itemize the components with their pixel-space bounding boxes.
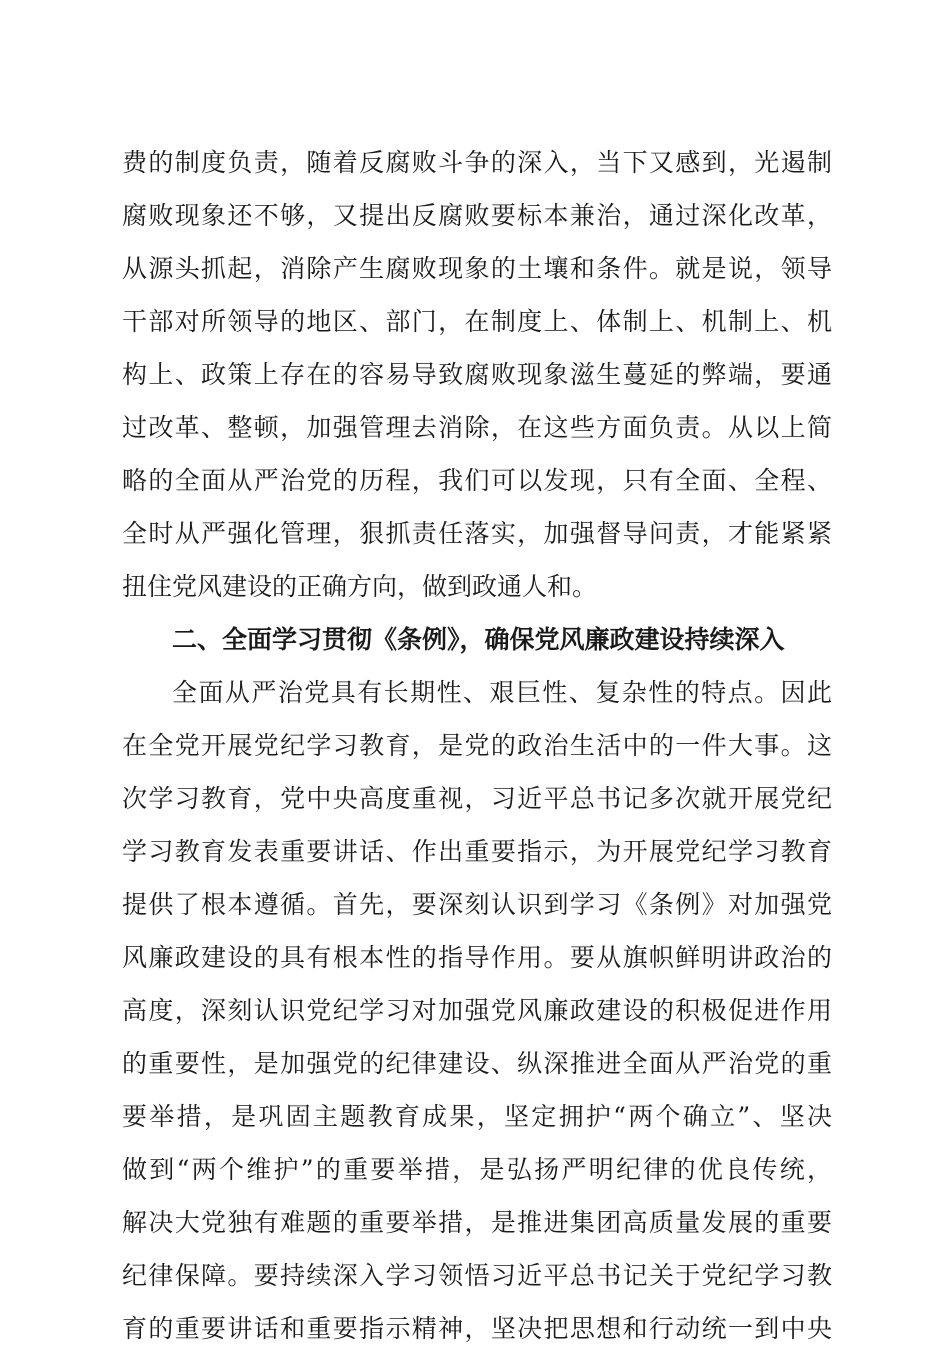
- paragraph-line: 育的重要讲话和重要指示精神，坚决把思想和行动统一到中央: [122, 1314, 832, 1343]
- paragraph-line: 从源头抓起，消除产生腐败现象的土壤和条件。就是说，领导: [122, 254, 832, 283]
- paragraph-line: 风廉政建设的具有根本性的指导作用。要从旗帜鲜明讲政治的: [122, 943, 832, 972]
- paragraph-line: 全面从严治党具有长期性、艰巨性、复杂性的特点。因此: [172, 678, 832, 707]
- paragraph-line: 纪律保障。要持续深入学习领悟习近平总书记关于党纪学习教: [122, 1261, 832, 1290]
- paragraph-line: 要举措，是巩固主题教育成果，坚定拥护“两个确立”、坚决: [122, 1102, 832, 1131]
- section-heading: 二、全面学习贯彻《条例》，确保党风廉政建设持续深入: [172, 625, 785, 654]
- paragraph-line: 高度，深刻认识党纪学习对加强党风廉政建设的积极促进作用: [122, 996, 832, 1025]
- paragraph-line: 过改革、整顿，加强管理去消除，在这些方面负责。从以上简: [122, 413, 832, 442]
- paragraph-line: 次学习教育，党中央高度重视，习近平总书记多次就开展党纪: [122, 784, 832, 813]
- paragraph-line: 扭住党风建设的正确方向，做到政通人和。: [122, 572, 598, 601]
- paragraph-line: 腐败现象还不够，又提出反腐败要标本兼治，通过深化改革，: [122, 201, 832, 230]
- paragraph-line: 做到“两个维护”的重要举措，是弘扬严明纪律的优良传统，: [122, 1155, 832, 1184]
- paragraph-line: 干部对所领导的地区、部门，在制度上、体制上、机制上、机: [122, 307, 832, 336]
- paragraph-line: 在全党开展党纪学习教育，是党的政治生活中的一件大事。这: [122, 731, 832, 760]
- document-body: [122, 136, 832, 1355]
- paragraph-line: 全时从严强化管理，狠抓责任落实，加强督导问责，才能紧紧: [122, 519, 832, 548]
- paragraph-line: 学习教育发表重要讲话、作出重要指示，为开展党纪学习教育: [122, 837, 832, 866]
- paragraph-continued: [122, 136, 832, 613]
- paragraph-line: 费的制度负责，随着反腐败斗争的深入，当下又感到，光遏制: [122, 148, 832, 177]
- paragraph-line: 提供了根本遵循。首先，要深刻认识到学习《条例》对加强党: [122, 890, 832, 919]
- paragraph-line: 的重要性，是加强党的纪律建设、纵深推进全面从严治党的重: [122, 1049, 832, 1078]
- paragraph-line: 构上、政策上存在的容易导致腐败现象滋生蔓延的弊端，要通: [122, 360, 832, 389]
- paragraph-line: 略的全面从严治党的历程，我们可以发现，只有全面、全程、: [122, 466, 832, 495]
- paragraph-line: 解决大党独有难题的重要举措，是推进集团高质量发展的重要: [122, 1208, 832, 1237]
- paragraph-section-two: [122, 666, 832, 1355]
